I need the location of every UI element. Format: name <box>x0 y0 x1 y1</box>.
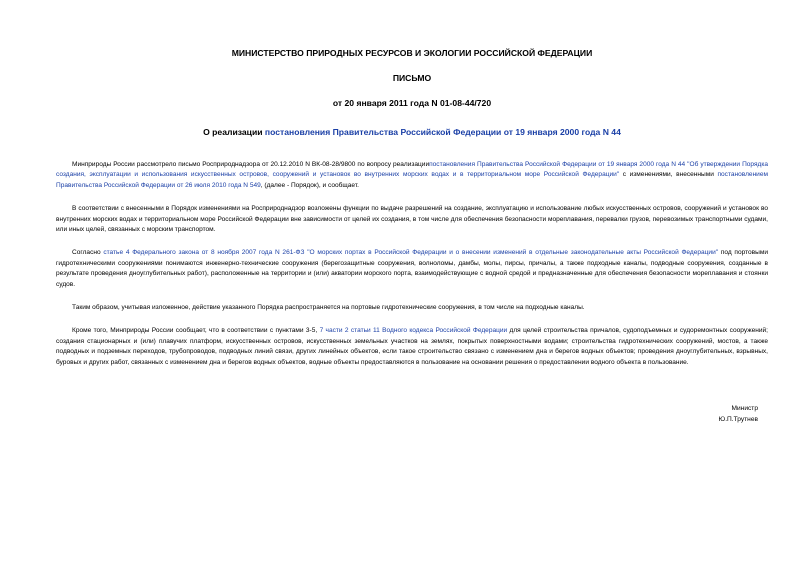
document-type: ПИСЬМО <box>392 73 432 83</box>
signature-name: Ю.П.Трутнев <box>718 415 758 423</box>
paragraph-5-link-1[interactable]: 7 части 2 статьи 11 Водного кодекса Российской Федерации <box>319 327 508 335</box>
document-date-number: от 20 января 2011 года N 01-08-44/720 <box>332 98 492 108</box>
paragraph-1-text-3: , (далее - Порядок), и сообщает. <box>260 181 359 189</box>
signature-block <box>56 404 768 425</box>
paragraph-2-text-1: В соответствии с внесенными в Порядок изменениями на Росприроднадзор возложены функции по выдаче разрешений на создание, эксплуатацию и использование любых искусственных островов, сооружений и установок во внутренних морских водах и территориальном море Российской Федерации вне зависимости от целей их создания, в том числе для обеспечения безопасности мореплавания, перевалки грузов, перевозимых транспортными судами, или иных целей, связанных с морским транспортом. <box>56 205 768 234</box>
paragraph-4 <box>56 303 768 313</box>
paragraph-3-text-1: Согласно <box>72 249 104 257</box>
paragraph-2 <box>56 204 768 235</box>
document-subject <box>56 127 768 138</box>
paragraph-4-text-1: Таким образом, учитывая изложенное, действие указанного Порядка распространяется на портовые гидротехнические сооружения, в том числе на подходные каналы. <box>72 304 585 312</box>
paragraph-3 <box>56 248 768 290</box>
document-body <box>56 160 768 368</box>
paragraph-1-link-2[interactable]: постановлением Правительства Российской Федерации от 26 июля 2010 года N 549 <box>56 171 768 189</box>
ministry-title: МИНИСТЕРСТВО ПРИРОДНЫХ РЕСУРСОВ И ЭКОЛОГИИ РОССИЙСКОЙ ФЕДЕРАЦИИ <box>231 48 593 58</box>
paragraph-1-text-1: Минприроды России рассмотрело письмо Росприроднадзора от 20.12.2010 N ВК-08-28/9800 по вопросу реализации <box>72 161 430 168</box>
paragraph-3-text-2: под портовыми гидротехническими сооружениями понимаются инженерно-технические сооружения (берегозащитные сооружения, волноломы, дамбы, молы, пирсы, причалы, а также подходные каналы, подводные сооружения, созданные в результате проведения дноуглубительных работ), расположенные на территории и (или) акватории морского порта, взаимодействующие с водной средой и предназначенные для обеспечения безопасности мореплавания и стоянки судов. <box>56 249 768 288</box>
subject-prefix: О реализации <box>203 127 265 137</box>
paragraph-1-link-1[interactable]: постановления Правительства Российской Федерации от 19 января 2000 года N 44 "Об утверждении Порядка создания, эксплуатации и использования искусственных островов, сооружений и установок во внутренних морских водах и в территориальном море Российской Федерации" <box>56 161 768 179</box>
signature-position: Министр <box>731 405 758 413</box>
paragraph-3-link-1[interactable]: статье 4 Федерального закона от 8 ноября 2007 года N 261-ФЗ "О морских портах в Российской Федерации и о внесении изменений в отдельные законодательные акты Российской Федерации" <box>103 249 719 257</box>
paragraph-5 <box>56 326 768 368</box>
paragraph-5-text-1: Кроме того, Минприроды России сообщает, что в соответствии с пунктами 3-5, <box>72 327 320 335</box>
paragraph-1-text-2: с изменениями, внесенными <box>619 171 718 179</box>
subject-link[interactable]: постановления Правительства Российской Федерации от 19 января 2000 года N 44 <box>264 127 621 137</box>
document-page <box>56 38 768 425</box>
paragraph-1 <box>56 160 768 191</box>
paragraph-5-text-2: для целей строительства причалов, судоподъемных и судоремонтных сооружений; создания стационарных и (или) плавучих платформ, искусственных островов, искусственных земельных участков на землях, покрытых поверхностными водами; строительства гидротехнических сооружений, мостов, а также подводных и подземных переходов, трубопроводов, подводных линий связи, других линейных объектов, если такое строительство связано с изменением дна и берегов водных объектов; проведения дноуглубительных, взрывных, буровых и других работ, связанных с изменением дна и берегов водных объектов, водные объекты предоставляются в пользование на основании решения о предоставлении водного объекта в пользование. <box>56 327 768 366</box>
